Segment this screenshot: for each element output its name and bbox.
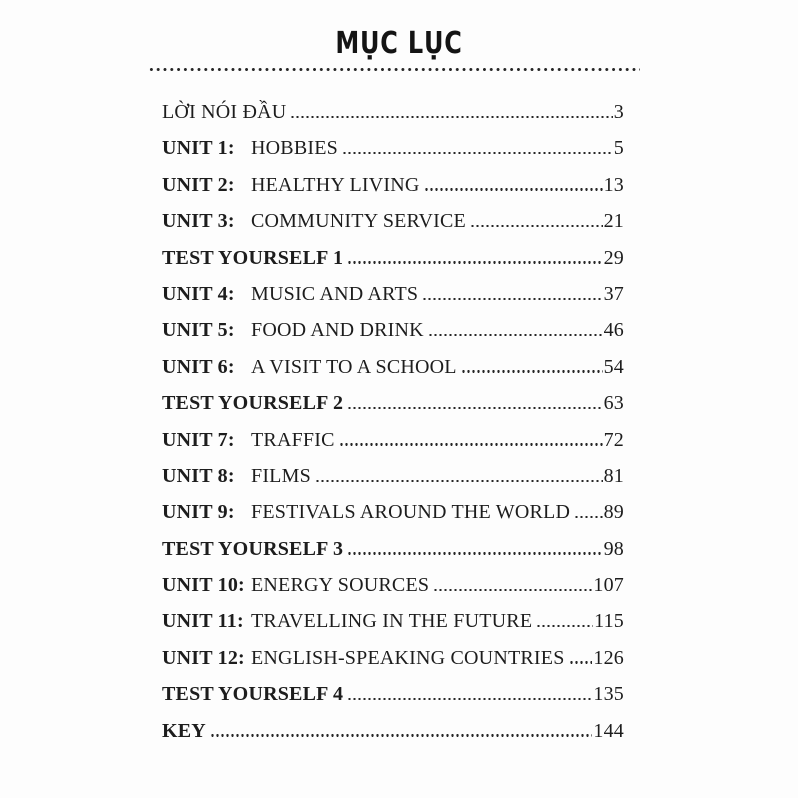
dot-leader bbox=[347, 407, 602, 409]
toc-row-label: UNIT 4: bbox=[162, 282, 235, 305]
toc-row bbox=[162, 210, 624, 246]
toc-row-title: TRAFFIC bbox=[251, 428, 335, 451]
toc-row-label: UNIT 10: bbox=[162, 574, 245, 597]
dot-leader bbox=[470, 225, 603, 227]
toc-row-label: UNIT 7: bbox=[162, 428, 235, 451]
toc-row-page: 98 bbox=[603, 537, 624, 560]
toc-row-label: LỜI NÓI ĐẦU bbox=[162, 101, 287, 123]
dot-leader bbox=[342, 152, 613, 154]
toc-row-label: UNIT 8: bbox=[162, 464, 235, 487]
toc-row-label: KEY bbox=[162, 719, 206, 742]
toc-row-title: A VISIT TO A SCHOOL bbox=[251, 355, 457, 378]
toc-row-page: 115 bbox=[594, 610, 624, 633]
toc-row bbox=[162, 429, 624, 465]
toc-row-page: 37 bbox=[603, 282, 624, 305]
dot-leader bbox=[461, 370, 603, 372]
toc-row bbox=[162, 683, 624, 719]
dot-leader bbox=[428, 334, 603, 336]
toc-row bbox=[162, 574, 624, 610]
dot-leader bbox=[574, 516, 602, 518]
toc-row-page: 13 bbox=[603, 173, 624, 196]
toc-list bbox=[162, 101, 624, 756]
toc-row-title: HOBBIES bbox=[251, 137, 338, 160]
page-title: MỤC LỤC bbox=[335, 26, 463, 61]
dot-leader bbox=[347, 261, 602, 263]
toc-row-page: 63 bbox=[603, 392, 624, 415]
dot-leader bbox=[347, 552, 602, 554]
toc-row-label: TEST YOURSELF 2 bbox=[162, 392, 344, 415]
toc-row-title: HEALTHY LIVING bbox=[251, 173, 420, 196]
toc-row-label: TEST YOURSELF 1 bbox=[162, 246, 344, 269]
toc-row-label: UNIT 3: bbox=[162, 210, 235, 233]
toc-row-page: 144 bbox=[593, 719, 624, 742]
toc-row bbox=[162, 283, 624, 319]
toc-row-label: UNIT 2: bbox=[162, 173, 235, 196]
toc-row-title: ENGLISH-SPEAKING COUNTRIES bbox=[251, 646, 565, 669]
toc-row-page: 126 bbox=[593, 646, 624, 669]
dot-leader bbox=[315, 480, 603, 482]
dot-leader bbox=[290, 116, 612, 118]
toc-row-title: ENERGY SOURCES bbox=[251, 574, 430, 597]
dot-leader bbox=[433, 589, 592, 591]
toc-row-label: UNIT 9: bbox=[162, 501, 235, 524]
toc-row-title: FESTIVALS AROUND THE WORLD bbox=[251, 501, 571, 524]
toc-row bbox=[162, 720, 624, 756]
toc-row bbox=[162, 647, 624, 683]
toc-row-page: 72 bbox=[603, 428, 624, 451]
toc-row-page: 54 bbox=[603, 355, 624, 378]
toc-row bbox=[162, 392, 624, 428]
toc-row-page: 135 bbox=[593, 683, 624, 706]
toc-row-page: 29 bbox=[603, 246, 624, 269]
toc-row-label: UNIT 12: bbox=[162, 646, 245, 669]
dot-leader bbox=[422, 298, 602, 300]
toc-row-page: 81 bbox=[603, 464, 624, 487]
dot-leader bbox=[347, 698, 592, 700]
toc-row bbox=[162, 501, 624, 537]
toc-row-title: FOOD AND DRINK bbox=[251, 319, 424, 342]
toc-row-label: UNIT 11: bbox=[162, 610, 244, 633]
dot-leader bbox=[424, 188, 603, 190]
toc-row bbox=[162, 356, 624, 392]
toc-row-title: MUSIC AND ARTS bbox=[251, 282, 419, 305]
toc-row bbox=[162, 174, 624, 210]
toc-row-page: 89 bbox=[603, 501, 624, 524]
toc-row-page: 3 bbox=[613, 101, 624, 123]
toc-row bbox=[162, 137, 624, 173]
dot-leader bbox=[569, 661, 593, 663]
toc-row-label: TEST YOURSELF 4 bbox=[162, 683, 344, 706]
toc-row-title: FILMS bbox=[251, 464, 311, 487]
dot-leader bbox=[210, 734, 592, 736]
toc-row-page: 5 bbox=[613, 137, 624, 160]
toc-row-title: COMMUNITY SERVICE bbox=[251, 210, 466, 233]
toc-row-page: 107 bbox=[593, 574, 624, 597]
toc-row-label: TEST YOURSELF 3 bbox=[162, 537, 344, 560]
toc-row bbox=[162, 610, 624, 646]
toc-row-label: UNIT 1: bbox=[162, 137, 235, 160]
toc-row-title: TRAVELLING IN THE FUTURE bbox=[251, 610, 533, 633]
dot-leader bbox=[339, 443, 603, 445]
toc-row bbox=[162, 101, 624, 137]
toc-row bbox=[162, 538, 624, 574]
toc-row bbox=[162, 465, 624, 501]
dot-leader bbox=[536, 625, 593, 627]
dotted-divider bbox=[148, 67, 640, 72]
toc-row-page: 46 bbox=[603, 319, 624, 342]
toc-row bbox=[162, 247, 624, 283]
toc-row-page: 21 bbox=[603, 210, 624, 233]
toc-row-label: UNIT 6: bbox=[162, 355, 235, 378]
toc-row bbox=[162, 319, 624, 355]
toc-row-label: UNIT 5: bbox=[162, 319, 235, 342]
